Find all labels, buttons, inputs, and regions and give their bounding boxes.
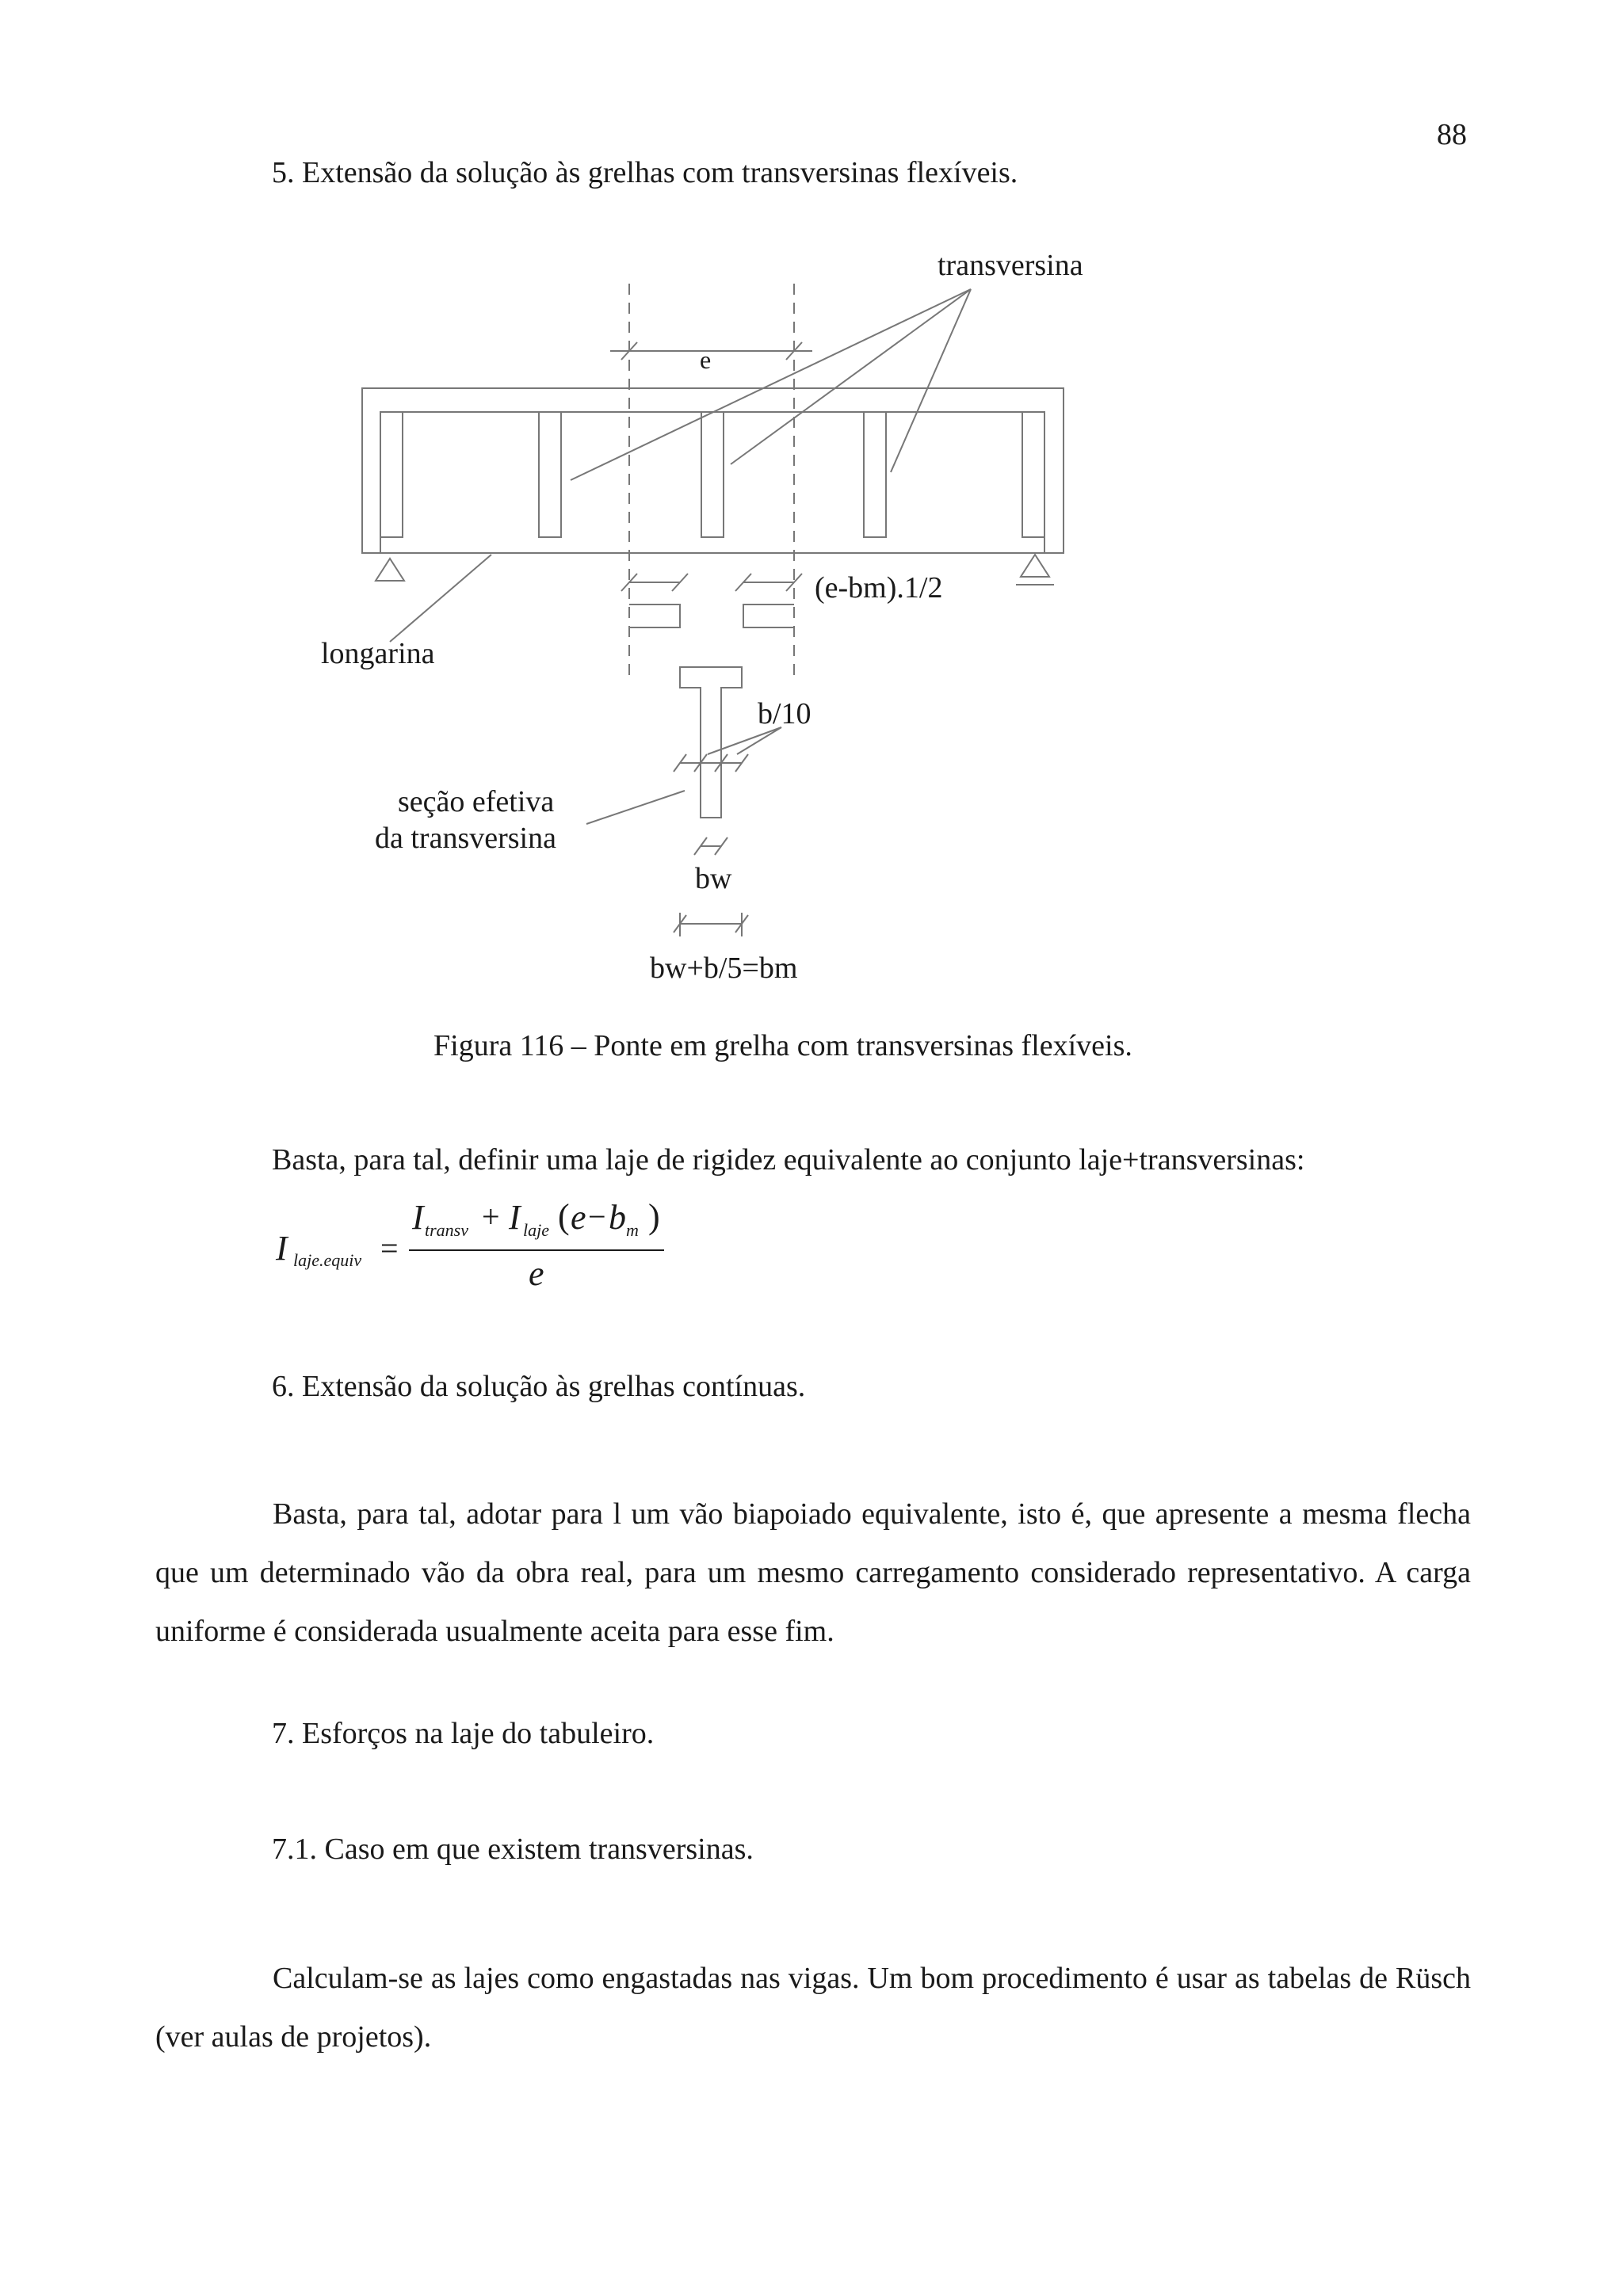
formula-num-minus: − [588,1199,606,1234]
formula-num-plus: + [482,1199,500,1234]
label-bm: bw+b/5=bm [650,952,798,985]
formula-num-I2: I [509,1198,521,1237]
formula-num-I1: I [412,1198,424,1237]
beam-4 [864,412,886,537]
paragraph-calculam [155,1949,1471,2066]
flange-left [629,605,680,627]
formula-denominator: e [529,1254,544,1293]
beam-2 [539,412,561,537]
section-7-heading: 7. Esforços na laje do tabuleiro. [272,1717,655,1750]
right-support [1021,555,1049,577]
paragraph-basta-vao-text: Basta, para tal, adotar para l um vão biapoiado equivalente, isto é, que apresente a mesma flecha que um determinado vão da obra real, para um mesmo carregamento considerado representativo. A carga uniforme é considerada usualmente aceita para esse fim. [155,1497,1471,1648]
leader-longarina [390,555,491,642]
formula-lhs-subscript: laje.equiv [293,1250,362,1270]
leader-transversina-3 [891,289,971,472]
section-6-heading: 6. Extensão da solução às grelhas contínuas. [272,1370,806,1403]
beam-5 [1022,412,1044,537]
formula-num-sub2: laje [523,1220,549,1240]
formula-lhs-symbol: I [276,1229,288,1268]
formula-laje-equiv [269,1196,682,1291]
paragraph-calculam-text: Calculam-se as lajes como engastadas nas vigas. Um bom procedimento é usar as tabelas de Rüsch (ver aulas de projetos). [155,1962,1471,2054]
leader-secao [586,791,685,824]
label-transversina: transversina [938,249,1083,282]
section-7-1-heading: 7.1. Caso em que existem transversinas. [272,1833,754,1866]
effective-t-section [680,667,742,818]
formula-num-b: b [609,1198,626,1237]
label-bw: bw [695,862,732,895]
leader-transversina-1 [571,289,971,480]
figure-caption: Figura 116 – Ponte em grelha com transversinas flexíveis. [433,1029,1132,1062]
label-secao-line1: seção efetiva [398,785,555,818]
deck-inner-outline [380,412,1044,553]
paragraph-basta-vao [155,1485,1471,1661]
paragraph-basta-laje: Basta, para tal, definir uma laje de rigidez equivalente ao conjunto laje+transversinas: [272,1143,1305,1177]
flange-right [743,605,794,627]
section-5-heading: 5. Extensão da solução às grelhas com transversinas flexíveis. [272,156,1018,189]
formula-fraction-bar [409,1249,664,1251]
page-number: 88 [1437,118,1467,151]
formula-equals: = [380,1230,399,1266]
leader-transversina-2 [731,289,971,464]
label-half-width: (e-bm).1/2 [815,571,943,605]
formula-num-e: e [571,1198,586,1237]
formula-num-paren-close: ) [648,1197,660,1236]
beam-1 [380,412,403,537]
label-b10: b/10 [758,697,812,730]
label-longarina: longarina [321,637,435,670]
formula-num-sub1: transv [425,1220,468,1240]
label-secao-line2: da transversina [375,822,556,855]
bridge-grid-figure [0,0,1623,998]
beam-3 [701,412,724,537]
formula-num-sub-m: m [626,1220,639,1240]
formula-num-paren-open: ( [558,1197,570,1236]
left-support [376,559,404,581]
label-e: e [700,345,712,374]
